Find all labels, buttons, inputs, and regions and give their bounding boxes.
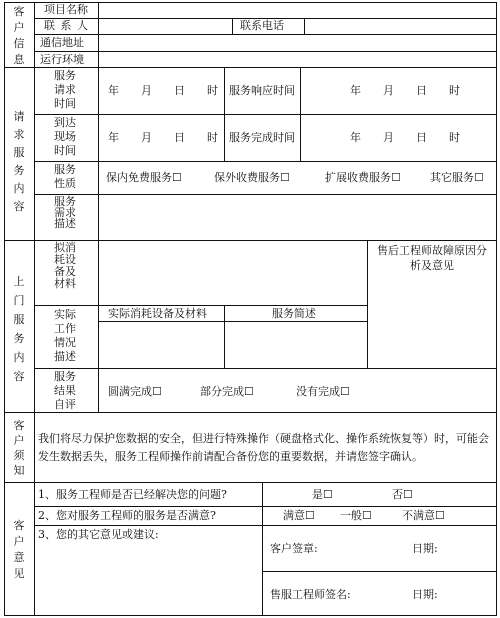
eval-not-complete[interactable]: 没有完成☐	[296, 385, 350, 398]
q1-no[interactable]: 否☐	[392, 488, 413, 501]
label-engineer-sign: 售服工程师签名:	[270, 588, 351, 601]
section-service-request: 请求服务内容	[13, 110, 25, 213]
label-response-time: 服务响应时间	[229, 84, 295, 97]
label-fault-analysis: 售后工程师故障原因分析及意见	[377, 244, 487, 272]
label-service-summary: 服务简述	[272, 307, 316, 320]
label-service-description: 服务需求描述	[54, 195, 76, 230]
label-project-name: 项目名称	[44, 3, 88, 16]
label-self-evaluation: 服务结果自评	[54, 370, 76, 411]
label-contact: 联 系 人	[44, 19, 89, 32]
q2-unsatisfied[interactable]: 不满意☐	[402, 509, 445, 522]
label-completion-time: 服务完成时间	[229, 131, 295, 144]
label-environment: 运行环境	[40, 53, 84, 66]
completion-date-line: 年 月 日 时	[350, 131, 460, 144]
notice-text: 我们将尽力保护您数据的安全，但进行特殊操作（硬盘格式化、操作系统恢复等）时，可能会发生数据丢失，服务工程师操作前请配合备份您的重要数据，并请您签字确认。	[38, 432, 489, 463]
label-phone: 联系电话	[240, 19, 284, 32]
question-2: 2、您对服务工程师的服务是否满意?	[38, 509, 216, 522]
label-customer-sign: 客户签章:	[270, 542, 318, 555]
q2-average[interactable]: 一般☐	[340, 509, 372, 522]
arrival-date-line: 年 月 日 时	[108, 131, 218, 144]
service-type-other[interactable]: 其它服务☐	[430, 171, 484, 184]
service-type-extended[interactable]: 扩展收费服务☐	[325, 171, 401, 184]
q2-satisfied[interactable]: 满意☐	[283, 509, 315, 522]
service-type-out-warranty[interactable]: 保外收费服务☐	[214, 171, 290, 184]
eval-partial[interactable]: 部分完成☐	[200, 385, 254, 398]
label-request-time: 服务请求时间	[54, 69, 76, 110]
section-customer-info: 客户信息	[13, 5, 25, 66]
label-actual-work: 实际工作情况描述	[54, 308, 76, 363]
section-customer-notice: 客户须知	[13, 419, 25, 477]
label-address: 通信地址	[40, 36, 84, 49]
question-3: 3、您的其它意见或建议:	[38, 528, 159, 541]
response-date-line: 年 月 日 时	[350, 84, 460, 97]
q1-yes[interactable]: 是☐	[312, 488, 333, 501]
label-actual-parts: 实际消耗设备及材料	[108, 307, 207, 320]
section-customer-opinion: 客户意见	[13, 519, 25, 580]
question-1: 1、服务工程师是否已经解决您的问题?	[38, 488, 227, 501]
label-planned-parts: 拟消耗设备及材料	[54, 241, 76, 290]
label-customer-date: 日期:	[412, 542, 438, 555]
eval-complete[interactable]: 圆满完成☐	[108, 385, 162, 398]
request-date-line: 年 月 日 时	[108, 84, 218, 97]
section-onsite-service: 上门服务内容	[13, 275, 25, 383]
label-service-type: 服务性质	[54, 163, 76, 190]
label-engineer-date: 日期:	[412, 588, 438, 601]
label-arrival-time: 到达现场时间	[54, 116, 76, 157]
service-type-in-warranty[interactable]: 保内免费服务☐	[106, 171, 182, 184]
